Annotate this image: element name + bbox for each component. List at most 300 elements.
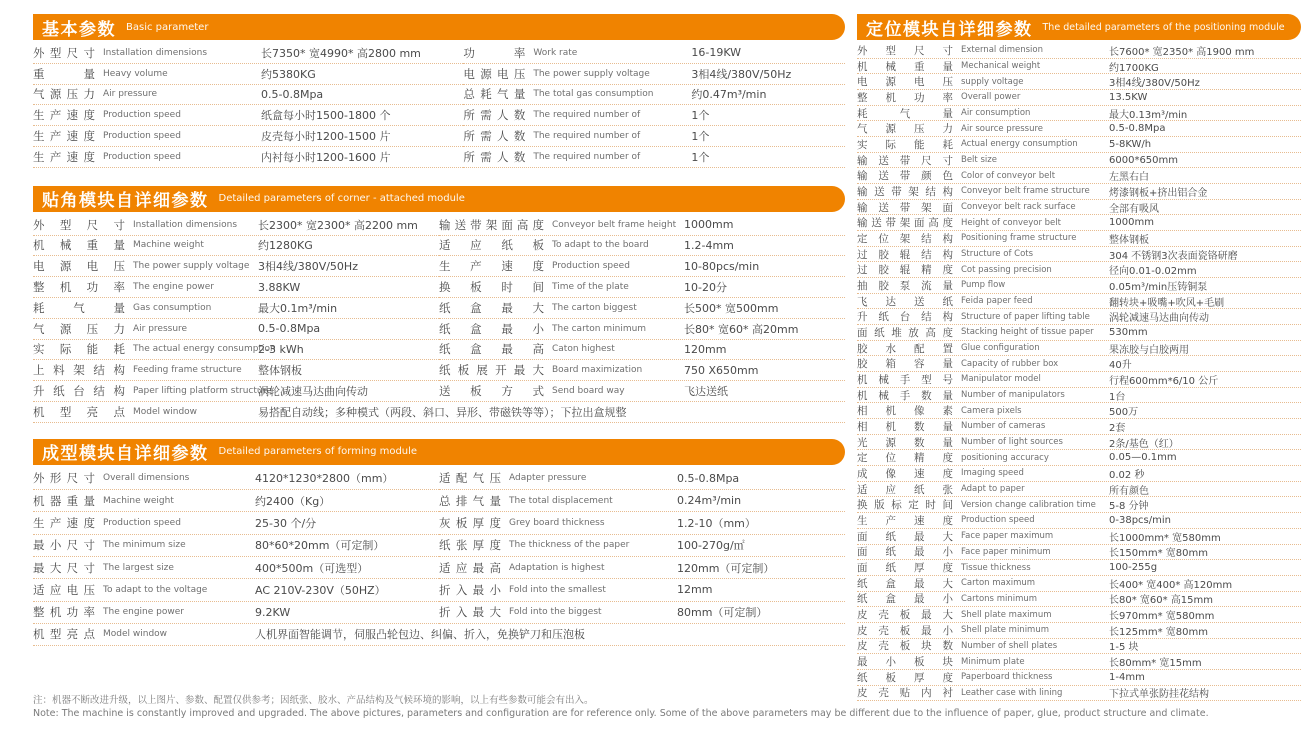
param-label-en: The required number of <box>533 131 641 142</box>
param-label-en: Minimum plate <box>961 656 1025 667</box>
param-value: 1个 <box>691 109 710 123</box>
param-label-en: Structure of paper lifting table <box>961 311 1090 322</box>
table-row <box>857 450 1301 466</box>
table-row <box>857 513 1301 529</box>
param-label-en: To adapt to the voltage <box>103 584 208 595</box>
param-label-en: Height of conveyor belt <box>961 217 1061 228</box>
param-label-cn: 所需人数 <box>463 129 526 144</box>
param-label-en: Shell plate maximum <box>961 609 1052 620</box>
table-row <box>857 184 1301 200</box>
table-row <box>33 381 439 402</box>
param-label-cn: 升纸台结构 <box>857 311 953 324</box>
param-label-en: Stacking height of tissue paper <box>961 327 1094 338</box>
param-value: 500万 <box>1109 407 1139 419</box>
table-row <box>33 340 439 361</box>
table-row <box>857 43 1301 59</box>
footer-notes <box>33 694 1295 720</box>
param-label-en: The carton minimum <box>552 323 647 334</box>
table-row <box>33 468 439 490</box>
param-value: 0-38pcs/min <box>1109 514 1171 526</box>
table-row <box>857 388 1301 404</box>
param-value: 120mm（可定制） <box>677 561 775 575</box>
param-value: 100-270g/㎡ <box>677 539 745 553</box>
table-row <box>439 602 845 624</box>
param-label-cn: 整机功率 <box>857 91 953 104</box>
table-row <box>857 623 1301 639</box>
table-row <box>857 309 1301 325</box>
param-label-en: Send board way <box>552 386 625 397</box>
table-row <box>857 529 1301 545</box>
param-value: 80mm（可定制） <box>677 606 768 620</box>
table-row <box>33 85 463 106</box>
param-label-en: Actual energy consumption <box>961 139 1078 150</box>
param-value: 约1280KG <box>258 239 313 253</box>
param-label-en: The power supply voltage <box>133 261 250 272</box>
param-label-cn: 纸盒最大 <box>439 300 544 315</box>
table-row <box>857 419 1301 435</box>
param-label-cn: 输送带架面高度 <box>439 217 544 232</box>
param-label-en: Conveyor belt frame structure <box>961 186 1090 197</box>
table-row <box>857 106 1301 122</box>
param-label-cn: 外型尺寸 <box>857 44 953 57</box>
param-value: 0.5-0.8Mpa <box>1109 123 1166 135</box>
param-value: 750 X650mm <box>684 363 759 377</box>
table-row <box>857 560 1301 576</box>
section-title-cn: 贴角模块自详细参数 <box>42 191 209 212</box>
param-label-en: Glue configuration <box>961 343 1040 354</box>
param-label-en: The power supply voltage <box>533 68 650 79</box>
param-value: 6000*650mm <box>1109 154 1179 166</box>
param-label-cn: 胶箱容量 <box>857 358 953 371</box>
param-label-cn: 外型尺寸 <box>33 217 125 232</box>
table-row <box>857 607 1301 623</box>
param-label-cn: 胶水配置 <box>857 342 953 355</box>
table-row <box>439 236 845 257</box>
param-value: 5-8KW/h <box>1109 138 1152 150</box>
param-label-en: Installation dimensions <box>133 219 238 230</box>
section-title-en: Basic parameter <box>126 21 209 33</box>
param-label-cn: 外型尺寸 <box>33 45 95 60</box>
param-label-cn: 输送带颜色 <box>857 170 953 183</box>
param-label-cn: 飞达送纸 <box>857 295 953 308</box>
param-label-cn: 总排气量 <box>439 493 501 508</box>
table-row <box>857 200 1301 216</box>
positioning-module-header <box>857 14 1301 40</box>
table-row <box>857 592 1301 608</box>
table-row <box>857 59 1301 75</box>
table-row <box>439 468 845 490</box>
param-label-cn: 输送带尺寸 <box>857 154 953 167</box>
param-label-en: Model window <box>133 406 198 417</box>
param-label-en: External dimension <box>961 45 1043 56</box>
param-value: 翻转块+吸嘴+吹风+毛刷 <box>1109 297 1225 309</box>
param-label-en: Air pressure <box>103 89 158 100</box>
param-label-cn: 纸板厚度 <box>857 671 953 684</box>
param-value: 3相4线/380V/50Hz <box>258 260 358 274</box>
basic-rows-right <box>463 43 845 168</box>
table-row <box>439 535 845 557</box>
param-label-cn: 生产速度 <box>33 149 95 164</box>
table-row <box>33 147 463 168</box>
table-row <box>463 147 845 168</box>
param-label-cn: 折入最小 <box>439 582 501 597</box>
table-row <box>857 497 1301 513</box>
param-label-cn: 生产速度 <box>439 259 544 274</box>
param-label-cn: 输送带架面 <box>857 201 953 214</box>
param-label-cn: 上料架结构 <box>33 363 125 378</box>
param-value: 1个 <box>691 150 710 164</box>
param-value: 13.5KW <box>1109 91 1148 103</box>
param-label-cn: 功率 <box>463 45 526 60</box>
param-value: 皮壳每小时1200-1500 片 <box>261 130 391 144</box>
param-value: 2条/基色（红） <box>1109 438 1179 450</box>
param-label-cn: 皮壳贴内衬 <box>857 687 953 700</box>
param-value: 0.05m³/min压铸铜泵 <box>1109 281 1208 293</box>
param-label-en: Work rate <box>533 47 578 58</box>
param-value: 易搭配自动线；多种模式（两段、斜口、异形、带磁铁等等）；下拉出盒规整 <box>258 405 627 419</box>
param-value: 10-20分 <box>684 281 727 295</box>
table-row <box>857 137 1301 153</box>
table-row <box>33 579 439 601</box>
param-label-en: Overall power <box>961 92 1021 103</box>
param-label-en: The total displacement <box>509 495 613 506</box>
table-row <box>857 121 1301 137</box>
corner-module-section <box>33 186 845 423</box>
param-label-en: Caton highest <box>552 344 615 355</box>
table-row <box>439 340 845 361</box>
param-value: 约0.47m³/min <box>691 88 767 102</box>
param-value: 人机界面智能调节，伺服凸轮包边、纠偏、折入，免换铲刀和压泡板 <box>255 628 585 642</box>
table-row <box>33 557 439 579</box>
param-label-cn: 皮壳板块数 <box>857 640 953 653</box>
param-label-en: Board maximization <box>552 365 643 376</box>
param-label-cn: 最大尺寸 <box>33 560 95 575</box>
table-row <box>857 545 1301 561</box>
param-label-en: Feida paper feed <box>961 296 1033 307</box>
param-label-en: Carton maximum <box>961 578 1036 589</box>
table-row <box>857 670 1301 686</box>
param-label-en: Adapter pressure <box>509 473 587 484</box>
param-label-cn: 面纸堆放高度 <box>857 326 953 339</box>
param-label-en: Fold into the biggest <box>509 607 602 618</box>
param-value: 530mm <box>1109 326 1148 338</box>
table-row <box>857 247 1301 263</box>
param-label-cn: 最小板块 <box>857 656 953 669</box>
param-label-cn: 纸板展开最大 <box>439 363 544 378</box>
param-label-cn: 灰板厚度 <box>439 515 501 530</box>
table-row <box>463 85 845 106</box>
table-row <box>857 576 1301 592</box>
param-value: 1个 <box>691 130 710 144</box>
param-label-cn: 纸盒最小 <box>439 321 544 336</box>
param-value: 行程600mm*6/10 公斤 <box>1109 375 1219 387</box>
param-label-cn: 光源数量 <box>857 436 953 449</box>
param-value: 100-255g <box>1109 562 1158 573</box>
param-value: 25-30 个/分 <box>255 516 317 530</box>
param-value: 长400* 宽400* 高120mm <box>1109 579 1233 591</box>
param-value: 整体钢板 <box>258 364 302 378</box>
param-label-cn: 气源压力 <box>857 123 953 136</box>
param-value: 1000mm <box>1109 217 1154 229</box>
param-value: 40升 <box>1109 360 1132 372</box>
table-row <box>857 654 1301 670</box>
param-label-cn: 定位精度 <box>857 452 953 465</box>
param-label-en: Cartons minimum <box>961 593 1038 604</box>
param-label-cn: 输送带架面高度 <box>857 217 953 230</box>
param-label-cn: 皮壳板最小 <box>857 624 953 637</box>
param-label-cn: 机械手数量 <box>857 389 953 402</box>
table-row <box>857 403 1301 419</box>
table-row <box>857 466 1301 482</box>
param-value: 10-80pcs/min <box>684 259 760 273</box>
param-label-en: Tissue thickness <box>961 562 1031 573</box>
corner-highlight-row <box>33 402 845 423</box>
param-label-en: Installation dimensions <box>103 47 208 58</box>
param-label-en: Grey board thickness <box>509 517 605 528</box>
param-value: 纸盒每小时1500-1800 个 <box>261 109 391 123</box>
param-label-cn: 升纸台结构 <box>33 384 125 399</box>
param-label-cn: 机械重量 <box>857 60 953 73</box>
param-value: 0.05—0.1mm <box>1109 452 1177 464</box>
table-row <box>463 43 845 64</box>
param-label-en: Conveyor belt rack surface <box>961 202 1076 213</box>
param-label-en: Number of cameras <box>961 421 1046 432</box>
param-value: 16-19KW <box>691 46 742 60</box>
right-column <box>857 14 1301 732</box>
param-label-en: Production speed <box>103 131 181 142</box>
param-label-cn: 适配气压 <box>439 471 501 486</box>
param-value: 1.2-10（mm） <box>677 516 756 530</box>
param-value: 烤漆钢板+挤出铝合金 <box>1109 187 1208 199</box>
param-label-en: Mechanical weight <box>961 61 1041 71</box>
param-label-cn: 生产速度 <box>857 515 953 527</box>
left-column <box>33 14 845 732</box>
param-label-en: Shell plate minimum <box>961 625 1050 636</box>
corner-module-header <box>33 186 845 212</box>
param-label-en: Fold into the smallest <box>509 584 606 595</box>
table-row <box>33 105 463 126</box>
param-label-cn: 生产速度 <box>33 129 95 144</box>
param-label-en: Feeding frame structure <box>133 365 242 376</box>
table-row <box>33 43 463 64</box>
param-label-en: Number of shell plates <box>961 640 1058 651</box>
param-label-en: To adapt to the board <box>552 240 649 251</box>
table-row <box>857 168 1301 184</box>
param-label-cn: 机型亮点 <box>33 404 125 419</box>
param-label-cn: 总耗气量 <box>463 87 526 102</box>
table-row <box>439 557 845 579</box>
param-label-en: Pump flow <box>961 280 1006 291</box>
param-label-en: Number of manipulators <box>961 390 1065 401</box>
table-row <box>439 215 845 236</box>
param-value: 长2300* 宽2300* 高2200 mm <box>258 218 418 232</box>
param-label-cn: 耗气量 <box>857 107 953 120</box>
param-label-cn: 机型亮点 <box>33 627 95 642</box>
param-label-en: Heavy volume <box>103 68 168 79</box>
param-label-cn: 实际能耗 <box>33 342 125 357</box>
param-value: 0.5-0.8Mpa <box>258 322 321 336</box>
param-value: 长500* 宽500mm <box>684 301 779 315</box>
param-label-en: Paper lifting platform structure <box>133 386 272 397</box>
table-row <box>857 294 1301 310</box>
param-value: 涡轮减速马达曲向传动 <box>258 385 368 399</box>
param-value: 全部有吸风 <box>1109 203 1159 215</box>
param-label-en: Cot passing precision <box>961 264 1052 275</box>
param-value: 3相4线/380V/50Hz <box>691 67 792 81</box>
table-row <box>33 256 439 277</box>
table-row <box>857 262 1301 278</box>
table-row <box>439 579 845 601</box>
table-row <box>33 64 463 85</box>
param-label-cn: 相机像素 <box>857 405 953 418</box>
table-row <box>463 64 845 85</box>
param-label-en: Structure of Cots <box>961 249 1034 260</box>
table-row <box>857 435 1301 451</box>
note-chinese: 注：机器不断改进升级，以上图片、参数、配置仅供参考；因纸张、胶水、产品结构及气候环境的影响，以上有些参数可能会有出入。 <box>33 695 594 706</box>
param-label-cn: 皮壳板最大 <box>857 609 953 622</box>
param-label-cn: 重量 <box>33 66 95 81</box>
param-label-cn: 定位架结构 <box>857 232 953 245</box>
param-value: 1-5 块 <box>1109 642 1139 654</box>
table-row <box>439 256 845 277</box>
table-row <box>857 153 1301 169</box>
param-label-en: Production speed <box>103 110 181 121</box>
param-label-en: supply voltage <box>961 76 1024 87</box>
param-label-cn: 耗气量 <box>33 300 125 315</box>
param-value: 0.5-0.8Mpa <box>677 471 740 485</box>
table-row <box>439 360 845 381</box>
table-row <box>857 482 1301 498</box>
param-label-en: Production speed <box>103 517 181 528</box>
param-value: 3.88KW <box>258 280 301 294</box>
basic-table-body <box>33 43 845 168</box>
table-row <box>439 512 845 534</box>
param-value: 长125mm* 宽80mm <box>1109 626 1208 638</box>
param-label-en: Belt size <box>961 155 997 166</box>
param-label-cn: 面纸最小 <box>857 546 953 559</box>
forming-rows-left <box>33 468 439 624</box>
param-label-en: The minimum size <box>103 540 186 551</box>
param-label-en: Color of conveyor belt <box>961 170 1056 181</box>
param-label-cn: 面纸最大 <box>857 530 953 543</box>
param-label-cn: 电源电压 <box>857 76 953 89</box>
param-value: 径向0.01-0.02mm <box>1109 266 1197 278</box>
param-label-en: Adapt to paper <box>961 484 1025 495</box>
table-row <box>857 356 1301 372</box>
param-label-en: The engine power <box>103 607 184 618</box>
table-row <box>857 278 1301 294</box>
param-value: 果冻胶与白胶两用 <box>1109 344 1189 356</box>
positioning-rows <box>857 43 1301 701</box>
param-value: 3相4线/380V/50Hz <box>1109 78 1200 90</box>
param-label-en: Production speed <box>961 515 1035 526</box>
section-title-cn: 基本参数 <box>42 19 116 40</box>
param-label-en: Production speed <box>552 261 630 272</box>
table-row <box>33 126 463 147</box>
param-value: 长80* 宽60* 高20mm <box>684 322 799 336</box>
param-label-en: Version change calibration time <box>961 499 1096 510</box>
param-label-cn: 过胶辊结构 <box>857 248 953 261</box>
table-row <box>33 215 439 236</box>
param-value: 2套 <box>1109 422 1126 434</box>
forming-module-header <box>33 439 845 465</box>
param-label-cn: 换版标定时间 <box>857 499 953 512</box>
param-value: 约5380KG <box>261 67 316 81</box>
param-label-cn: 实际能耗 <box>857 138 953 151</box>
param-value: 所有颜色 <box>1109 485 1149 497</box>
section-title-en: Detailed parameters of corner - attached module <box>218 193 465 205</box>
table-row <box>857 372 1301 388</box>
corner-table-body <box>33 215 845 402</box>
forming-module-section <box>33 439 845 646</box>
param-value: 1台 <box>1109 391 1126 403</box>
param-label-en: Face paper minimum <box>961 546 1051 557</box>
param-value: AC 210V-230V（50HZ） <box>255 583 386 597</box>
table-row <box>33 298 439 319</box>
table-row <box>33 277 439 298</box>
note-english: Note: The machine is constantly improved and upgraded. The above pictures, parameters and configuration are for reference only. Some of the above parameters may be different due to the influence of paper, glue, product structure and climate. <box>33 708 1209 719</box>
param-label-cn: 机器重量 <box>33 493 95 508</box>
param-value: 左黑右白 <box>1109 172 1149 184</box>
forming-rows-right <box>439 468 845 624</box>
param-label-cn: 所需人数 <box>463 108 526 123</box>
param-label-cn: 电源电压 <box>463 66 526 81</box>
section-title-cn: 成型模块自详细参数 <box>42 444 209 465</box>
param-label-cn: 纸盒最小 <box>857 593 953 606</box>
param-value: 0.5-0.8Mpa <box>261 87 324 101</box>
table-row <box>857 325 1301 341</box>
param-label-en: Paperboard thickness <box>961 672 1053 683</box>
param-value: 涡轮减速马达曲向传动 <box>1109 313 1209 325</box>
param-label-cn: 抽胶泵流量 <box>857 279 953 292</box>
param-label-en: The thickness of the paper <box>509 540 630 551</box>
table-row <box>439 490 845 512</box>
param-value: 长970mm* 宽580mm <box>1109 611 1215 623</box>
param-value: 内衬每小时1200-1600 片 <box>261 150 391 164</box>
param-label-en: Machine weight <box>133 240 204 251</box>
basic-parameters-section <box>33 14 845 168</box>
param-label-en: Capacity of rubber box <box>961 358 1059 369</box>
table-row <box>33 360 439 381</box>
section-title-en: The detailed parameters of the positioning module <box>1042 21 1285 33</box>
param-label-cn: 机械重量 <box>33 238 125 253</box>
basic-rows-left <box>33 43 463 168</box>
table-row <box>33 512 439 534</box>
param-value: 长80mm* 宽15mm <box>1109 658 1202 670</box>
param-value: 1.2-4mm <box>684 238 734 252</box>
param-value: 0.02 秒 <box>1109 469 1145 481</box>
param-value: 2-3 kWh <box>258 342 304 356</box>
param-label-en: Model window <box>103 629 168 640</box>
param-label-en: Face paper maximum <box>961 531 1054 542</box>
param-label-en: Imaging speed <box>961 468 1024 479</box>
forming-table-body <box>33 468 845 624</box>
param-label-cn: 气源压力 <box>33 321 125 336</box>
param-value: 约1700KG <box>1109 62 1159 74</box>
param-label-en: The carton biggest <box>552 302 637 313</box>
param-value: 长7350* 宽4990* 高2800 mm <box>261 46 421 60</box>
param-label-en: The required number of <box>533 151 641 162</box>
param-label-cn: 整机功率 <box>33 605 95 620</box>
param-label-cn: 适应纸张 <box>857 483 953 496</box>
param-value: 5-8 分钟 <box>1109 501 1149 513</box>
param-label-en: The actual energy consumption <box>133 344 276 355</box>
param-label-en: Adaptation is highest <box>509 562 605 573</box>
corner-rows-left <box>33 215 439 402</box>
positioning-module-section <box>857 14 1301 701</box>
param-label-cn: 生产速度 <box>33 515 95 530</box>
param-label-en: Manipulator model <box>961 374 1041 385</box>
